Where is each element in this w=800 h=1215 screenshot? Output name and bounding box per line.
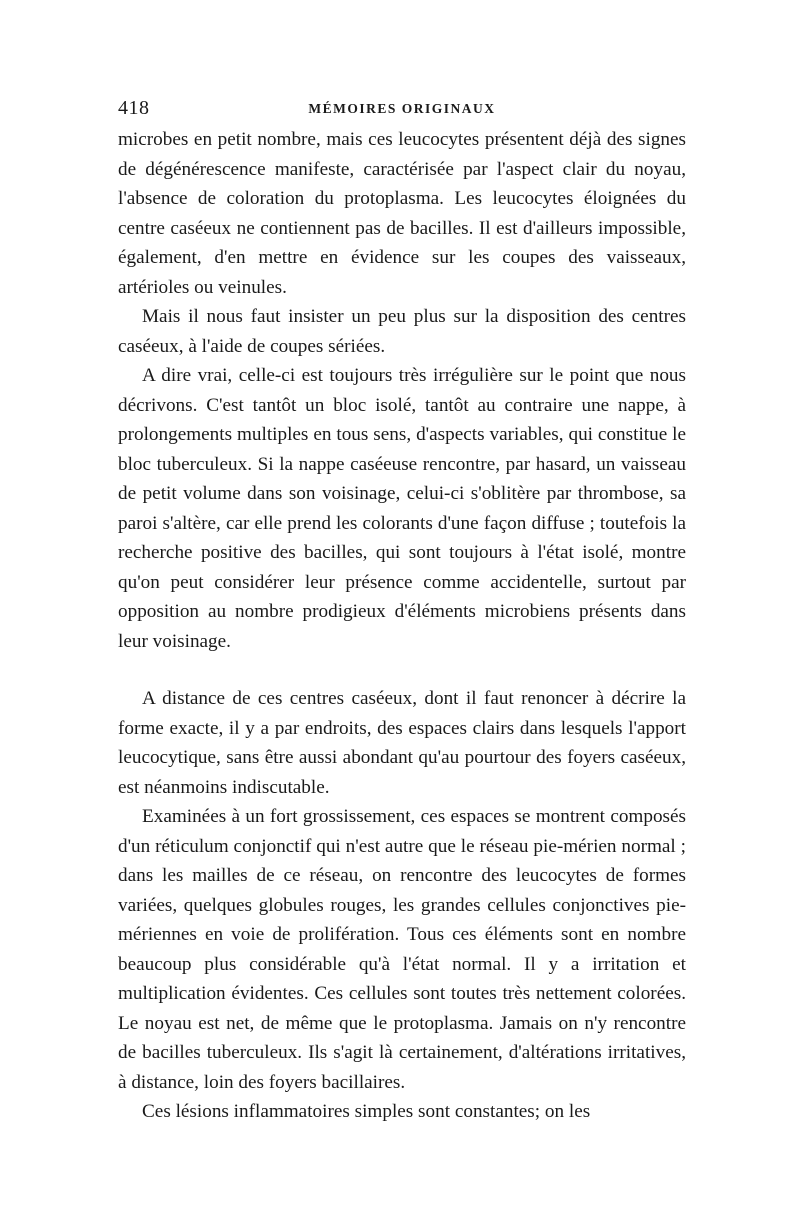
running-title: MÉMOIRES ORIGINAUX [308,101,496,116]
paragraph: microbes en petit nombre, mais ces leucocytes présentent déjà des signes de dégénérescence manifeste, caractérisée par l'aspect clair du noyau, l'absence de coloration du protoplasma. Les leucocytes éloignées du centre caséeux ne contiennent pas de bacilles. Il est d'ailleurs impossible, également, d'en mettre en évidence sur les coupes des vaisseaux, artérioles ou veinules. [118,129,686,298]
paragraph: A distance de ces centres caséeux, dont il faut renoncer à décrire la forme exacte, il y a par endroits, des espaces clairs dans lesquels l'apport leucocytique, sans être aussi abondant qu'au pourtour des foyers caséeux, est néanmoins indiscutable. [118,688,686,798]
page-header [118,97,686,123]
page-number: 418 [118,97,150,119]
paragraph: A dire vrai, celle-ci est toujours très irrégulière sur le point que nous décrivons. C'est tantôt un bloc isolé, tantôt au contraire une nappe, à prolongements multiples en tous sens, d'aspects variables, qui constitue le bloc tuberculeux. Si la nappe caséeuse rencontre, par hasard, un vaisseau de petit volume dans son voisinage, celui-ci s'oblitère par thrombose, sa paroi s'altère, car elle prend les colorants d'une façon diffuse ; toutefois la recherche positive des bacilles, qui sont toujours à l'état isolé, montre qu'on peut considérer leur présence comme accidentelle, surtout par opposition au nombre prodigieux d'éléments microbiens présents dans leur voisinage. [118,365,686,652]
paragraph: Mais il nous faut insister un peu plus sur la disposition des centres caséeux, à l'aide de coupes sériées. [118,306,686,357]
text-block-upper [118,125,686,656]
paragraph: Examinées à un fort grossissement, ces espaces se montrent composés d'un réticulum conjonctif qui n'est autre que le réseau pie-mérien normal ; dans les mailles de ce réseau, on rencontre des leucocytes de formes variées, quelques globules rouges, les grandes cellules conjonctives pie-mériennes en voie de prolifération. Tous ces éléments sont en nombre beaucoup plus considérable qu'à l'état normal. Il y a irritation et multiplication évidentes. Ces cellules sont toutes très nettement colorées. Le noyau est net, de même que le protoplasma. Jamais on n'y rencontre de bacilles tuberculeux. Ils s'agit là certainement, d'altérations irritatives, à distance, loin des foyers bacillaires. [118,806,686,1093]
paragraph: Ces lésions inflammatoires simples sont constantes; on les [142,1101,591,1122]
text-block-lower [118,684,686,1127]
